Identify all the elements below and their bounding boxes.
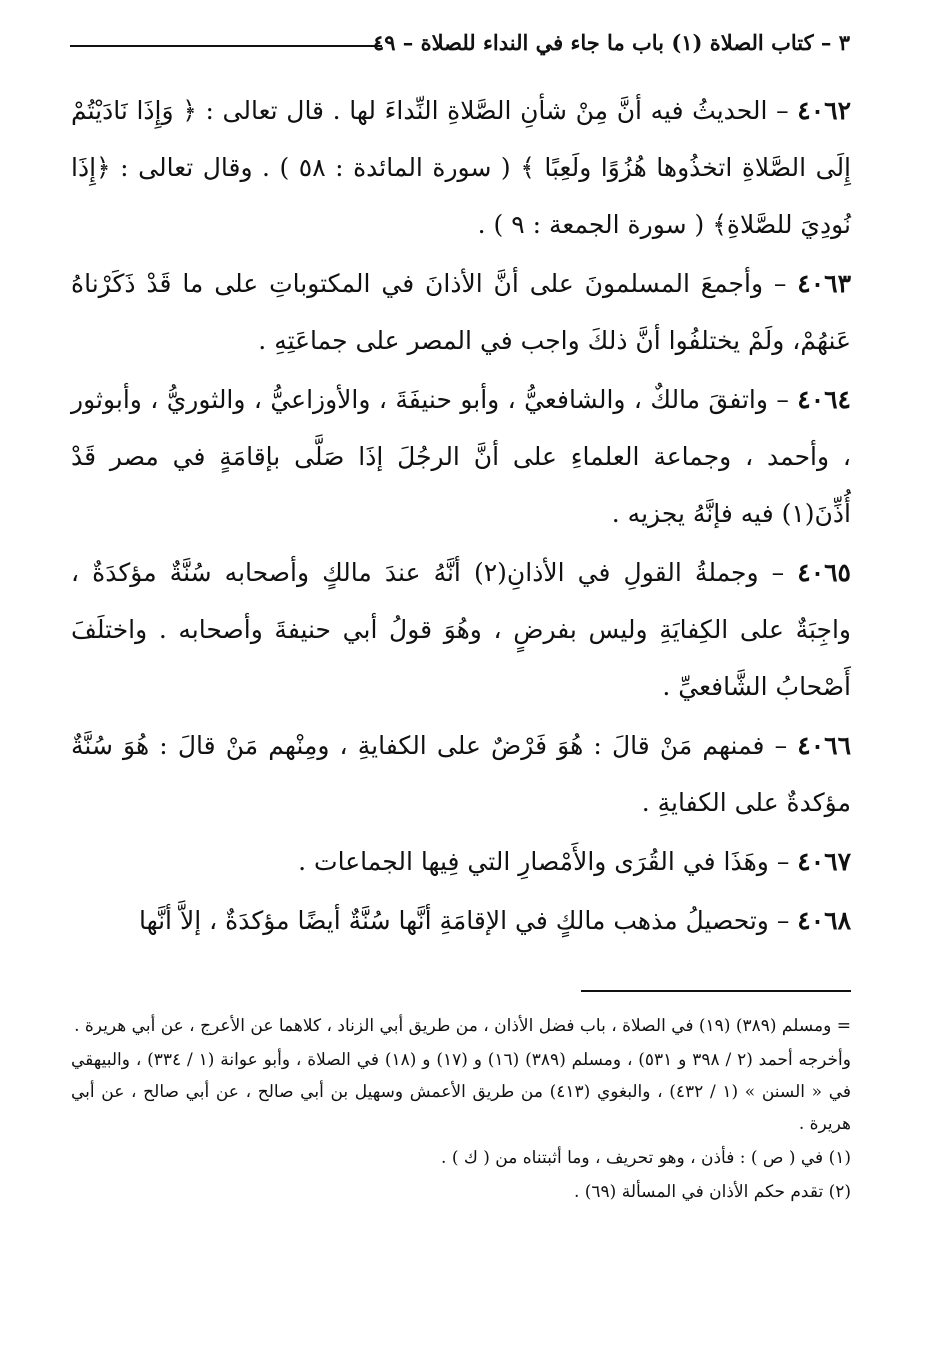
footnote-continuation: = ومسلم (٣٨٩) (١٩) في الصلاة ، باب فضل الأذان ، من طريق أبي الزناد ، كلاهما عن الأعرج ، عن أبي هريرة . bbox=[74, 1016, 851, 1036]
paragraph-text: وجملةُ القولِ في الأذانِ(٢) أنَّهُ عندَ مالكٍ وأصحابه سُنَّةٌ مؤكدَةٌ ، واجِبَةٌ على الكِفايَةِ وليس بفرضٍ ، وهُوَ قولُ أبي حنيفةَ وأصحابه . واختلَفَ أَصْحابُ الشَّافعيِّ . bbox=[71, 558, 851, 701]
paragraph-text: الحديثُ فيه أنَّ مِنْ شأنِ الصَّلاةِ النِّداءَ لها . قال تعالى : ﴿ وَإِذَا نَادَيْتُمْ إِلَى الصَّلاةِ اتخذُوها هُزُوًا ولَعِبًا ﴾ ( سورة المائدة : ٥٨ ) . وقال تعالى : ﴿إِذَا نُودِيَ للصَّلاةِ﴾ ( سورة الجمعة : ٩ ) . bbox=[71, 96, 852, 239]
paragraph-4062 bbox=[71, 82, 851, 253]
paragraph-text: واتفقَ مالكٌ ، والشافعيُّ ، وأبو حنيفَةَ ، والأوزاعيُّ ، والثوريُّ ، وأبوثور ، وأحمد ، وجماعة العلماءِ على أنَّ الرجُلَ إذَا صَلَّى بإقامَةٍ في مصر قَدْ أُذِّنَ(١) فيه فإنَّهُ يجزيه . bbox=[71, 385, 851, 528]
paragraph-text: وهَذَا في القُرَى والأَمْصارِ التي فِيها الجماعات . bbox=[298, 847, 769, 876]
paragraph-number: ٤٠٦٥ bbox=[797, 558, 851, 587]
footnote-sources: وأخرجه أحمد (٢ / ٣٩٨ و ٥٣١) ، ومسلم (٣٨٩) (١٦) و (١٧) و (١٨) في الصلاة ، وأبو عوانة (١ / ٣٣٤) ، والبيهقي في « السنن » (١ / ٤٣٢) ، والبغوي (٤١٣) من طريق الأعمش وسهيل بن أبي صالح ، عن أبي صالح ، عن أبي هريرة . bbox=[71, 1050, 852, 1134]
paragraph-4063 bbox=[71, 255, 851, 369]
running-header bbox=[70, 24, 850, 64]
dash: – bbox=[776, 96, 789, 125]
paragraph-4066 bbox=[71, 717, 851, 831]
header-title: ٣ – كتاب الصلاة (١) باب ما جاء في النداء للصلاة – ٤٩ bbox=[372, 30, 850, 55]
footnote-1: (١) في ( ص ) : فأذن ، وهو تحريف ، وما أثبتناه من ( ك ) . bbox=[441, 1148, 851, 1168]
main-text bbox=[71, 82, 851, 951]
paragraph-4068 bbox=[71, 892, 851, 949]
paragraph-text: وأجمعَ المسلمونَ على أنَّ الأذانَ في المكتوباتِ على ما قَدْ ذَكَرْناهُ عَنهُمْ، ولَمْ يختلفُوا أنَّ ذلكَ واجب في المصر على جماعَتِهِ . bbox=[71, 269, 851, 355]
dash: – bbox=[776, 385, 789, 414]
paragraph-text: فمنهم مَنْ قالَ : هُوَ فَرْضٌ على الكفايةِ ، ومِنْهم مَنْ قالَ : هُوَ سُنَّةٌ مؤكدةٌ على الكفايةِ . bbox=[71, 731, 851, 817]
paragraph-text: وتحصيلُ مذهب مالكٍ في الإقامَةِ أنَّها سُنَّةٌ أيضًا مؤكدَةٌ ، إلاَّ أنَّها bbox=[138, 906, 769, 935]
dash: – bbox=[776, 906, 790, 935]
dash: – bbox=[773, 269, 787, 298]
paragraph-number: ٤٠٦٤ bbox=[797, 385, 851, 414]
footnote-2: (٢) تقدم حكم الأذان في المسألة (٦٩) . bbox=[573, 1182, 851, 1202]
paragraph-4064 bbox=[71, 371, 851, 542]
dash: – bbox=[774, 731, 788, 760]
header-rule bbox=[70, 45, 382, 47]
dash: – bbox=[776, 847, 790, 876]
paragraph-number: ٤٠٦٨ bbox=[797, 906, 851, 935]
paragraph-4067 bbox=[71, 833, 851, 890]
dash: – bbox=[771, 558, 785, 587]
paragraph-number: ٤٠٦٧ bbox=[797, 847, 851, 876]
paragraph-4065 bbox=[71, 544, 851, 715]
paragraph-number: ٤٠٦٢ bbox=[797, 96, 851, 125]
paragraph-number: ٤٠٦٦ bbox=[797, 731, 851, 760]
footnotes bbox=[71, 1010, 851, 1210]
paragraph-number: ٤٠٦٣ bbox=[797, 269, 851, 298]
footnote-rule bbox=[581, 990, 851, 992]
